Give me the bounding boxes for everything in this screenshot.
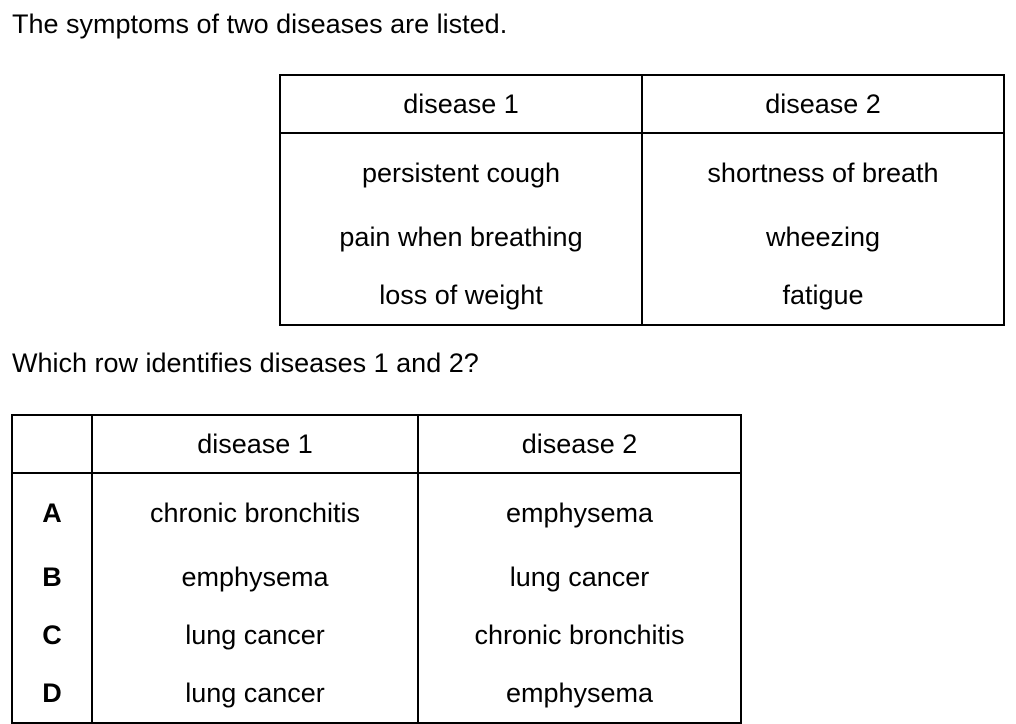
option-row-a[interactable]: [12, 473, 741, 548]
symptoms-header-disease-2: disease 2: [642, 75, 1004, 133]
option-letter: D: [12, 664, 92, 723]
options-header-disease-2: disease 2: [418, 415, 741, 473]
options-header-disease-1: disease 1: [92, 415, 418, 473]
option-row-b[interactable]: [12, 548, 741, 606]
symptom-cell: fatigue: [782, 279, 864, 310]
intro-text: The symptoms of two diseases are listed.: [12, 9, 508, 39]
symptom-cell: pain when breathing: [280, 208, 642, 266]
option-letter: B: [12, 548, 92, 606]
symptoms-header-disease-1: disease 1: [280, 75, 642, 133]
option-disease-1: chronic bronchitis: [92, 473, 418, 548]
table-row: [280, 208, 1004, 266]
option-disease-1: lung cancer: [92, 606, 418, 664]
option-letter: A: [12, 473, 92, 548]
options-header-row: [12, 415, 741, 473]
symptoms-header-row: [280, 75, 1004, 133]
question-text: Which row identifies diseases 1 and 2?: [12, 348, 479, 378]
symptom-cell: wheezing: [765, 221, 881, 252]
option-letter: C: [12, 606, 92, 664]
option-disease-1: emphysema: [92, 548, 418, 606]
option-disease-1: lung cancer: [92, 664, 418, 723]
symptom-cell: loss of weight: [280, 266, 642, 325]
table-row: [280, 266, 1004, 325]
option-disease-2: chronic bronchitis: [474, 619, 685, 650]
option-disease-2: emphysema: [505, 677, 654, 708]
options-header-blank: [12, 415, 92, 473]
option-row-d[interactable]: [12, 664, 741, 723]
option-disease-2: lung cancer: [509, 561, 650, 592]
symptom-cell: persistent cough: [280, 133, 642, 208]
options-table: [11, 414, 742, 724]
option-row-c[interactable]: [12, 606, 741, 664]
symptom-cell: shortness of breath: [707, 157, 939, 188]
option-disease-2: emphysema: [505, 497, 654, 528]
table-row: [280, 133, 1004, 208]
symptoms-table: [279, 74, 1005, 326]
